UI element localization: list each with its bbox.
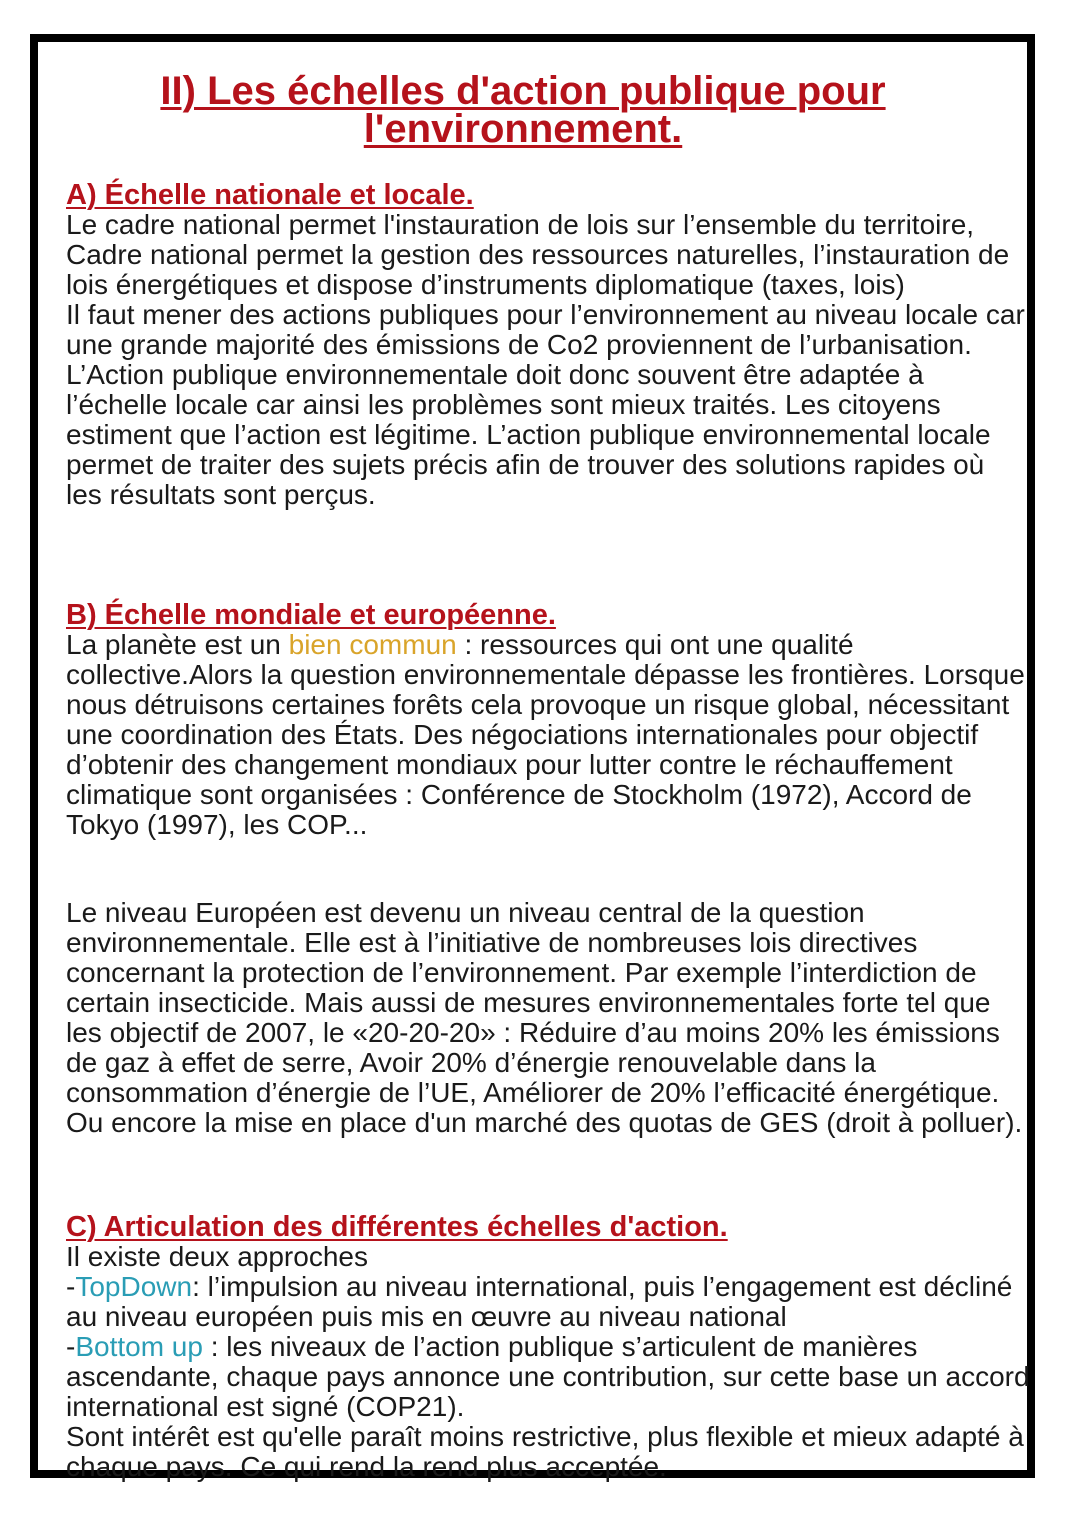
highlight-bien-commun: bien commun (288, 629, 457, 660)
section-b-heading: B) Échelle mondiale et européenne. (66, 599, 556, 631)
section-c-bottomup (66, 1332, 1030, 1422)
bottomup-label: Bottom up (75, 1331, 203, 1362)
section-c-intro: Il existe deux approches (66, 1241, 368, 1272)
section-c-topdown (66, 1272, 1030, 1332)
section-b (66, 600, 1026, 840)
section-c-conclusion: Sont intérêt est qu'elle paraît moins restrictive, plus flexible et mieux adapté à chaque pays. Ce qui rend la rend plus acceptée. (66, 1421, 1024, 1482)
bottomup-text: : les niveaux de l’action publique s’articulent de manières ascendante, chaque pays annonce une contribution, sur cette base un accord international est signé (COP21). (66, 1331, 1030, 1422)
topdown-label: TopDown (75, 1271, 193, 1302)
topdown-prefix: - (66, 1271, 76, 1302)
section-a (66, 180, 1026, 510)
section-c-heading: C) Articulation des différentes échelles d'action. (66, 1211, 728, 1243)
section-b-p1-before: La planète est un (66, 629, 289, 660)
section-a-paragraph-1: Le cadre national permet l'instauration de lois sur l’ensemble du territoire, Cadre national permet la gestion des ressources naturelles, l’instauration de lois énergétiques et dispose d’instruments diplomatique (taxes, lois) (66, 209, 1010, 300)
section-b-paragraph-2: Le niveau Européen est devenu un niveau central de la question environnementale. Elle est à l’initiative de nombreuses lois directives concernant la protection de l’environnement. Par exemple l’interdiction de certain insecticide. Mais aussi de mesures environnementales forte tel que les objectif de 2007, le «20-20-20» : Réduire d’au moins 20% les émissions de gaz à effet de serre, Avoir 20% d’énergie renouvelable dans la consommation d’énergie de l’UE, Améliorer de 20% l’efficacité énergétique. Ou encore la mise en place d'un marché des quotas de GES (droit à polluer). (66, 897, 1023, 1138)
bottomup-prefix: - (66, 1331, 76, 1362)
section-b-european (66, 898, 1030, 1138)
section-c (66, 1212, 1030, 1482)
section-b-p1-after: : ressources qui ont une qualité collective.Alors la question environnementale dépasse les frontières. Lorsque nous détruisons certaines forêts cela provoque un risque global, nécessitant une coordination des États. Des négociations internationales pour objectif d’obtenir des changement mondiaux pour lutter contre le réchauffement climatique sont organisées : Conférence de Stockholm (1972), Accord de Tokyo (1997), les COP... (66, 629, 1025, 840)
document-content (66, 66, 1030, 1482)
section-b-paragraph-1 (66, 630, 1026, 840)
section-a-paragraph-2: Il faut mener des actions publiques pour l’environnement au niveau locale car une grande majorité des émissions de Co2 proviennent de l’urbanisation. L’Action publique environnementale doit donc souvent être adaptée à l’échelle locale car ainsi les problèmes sont mieux traités. Les citoyens estiment que l’action est légitime. L’action publique environnemental locale permet de traiter des sujets précis afin de trouver des solutions rapides où les résultats sont perçus. (66, 299, 1025, 510)
topdown-text: : l’impulsion au niveau international, puis l’engagement est décliné au niveau européen puis mis en œuvre au niveau national (66, 1271, 1013, 1332)
section-a-heading: A) Échelle nationale et locale. (66, 179, 474, 211)
page-title: II) Les échelles d'action publique pour l'environnement. (160, 69, 886, 151)
